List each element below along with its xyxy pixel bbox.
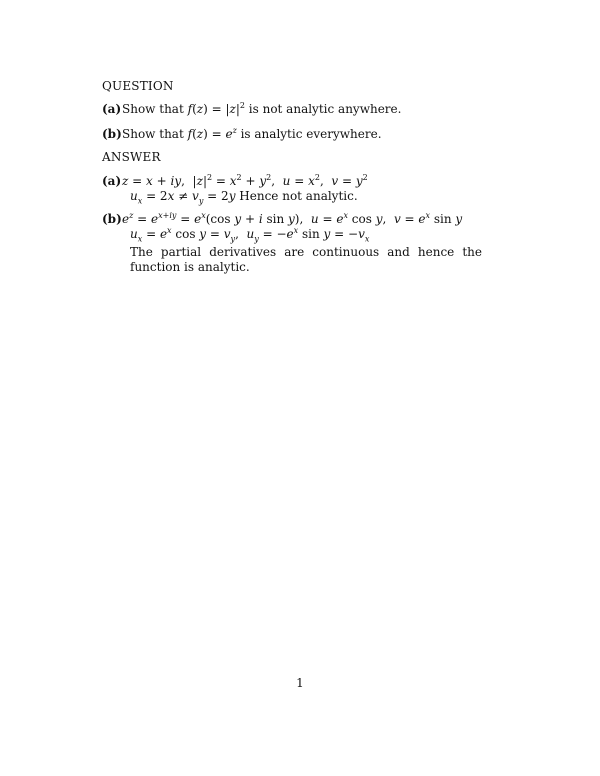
answer-heading: ANSWER — [102, 150, 161, 164]
answer-a-tag: (a) — [102, 174, 122, 188]
question-b-tag: (b) — [102, 127, 122, 141]
question-a-pre: Show that — [122, 102, 188, 116]
answer-a-line1: (a)z = x + iy, $|z|^2 = x^2 + y^2$, $u = x^2$, $v = y^2$ — [102, 173, 368, 188]
question-b: (b)Show that $f(z) = e^z$ is analytic everywhere. — [102, 126, 382, 141]
answer-b-line1: $(b)e^z = e^{x+iy} = e^x(\cos$ y + i sin y), $u = e^x$ cos y, $v = e^x$ sin y — [102, 211, 463, 226]
answer-b-paragraph: The partial derivatives are continuous and hence the function is analytic. — [130, 245, 482, 274]
question-a-tag: (a) — [102, 102, 122, 116]
answer-a-line2: $u_x = 2x \ne v_y = 2y$ Hence not analytic. — [130, 189, 358, 206]
page-number: 1 — [296, 676, 304, 690]
question-a: (a)Show that $f(z) = |z|^2$ is not analytic anywhere. — [102, 101, 402, 116]
answer-b-tag: (b) — [102, 212, 122, 226]
question-a-post: is not analytic anywhere. — [244, 102, 402, 116]
answer-a-conclusion: Hence not analytic. — [235, 189, 358, 203]
answer-b-line2: $u_x = e^x$ $\cos y = v_y$, $u_y = -e^x$ $\sin y = -v_x$ — [130, 226, 370, 244]
question-heading: QUESTION — [102, 79, 174, 93]
question-b-formula: f — [187, 127, 193, 141]
question-a-formula: f — [187, 102, 193, 116]
question-b-pre: Show that — [122, 127, 188, 141]
question-b-post: is analytic everywhere. — [236, 127, 382, 141]
